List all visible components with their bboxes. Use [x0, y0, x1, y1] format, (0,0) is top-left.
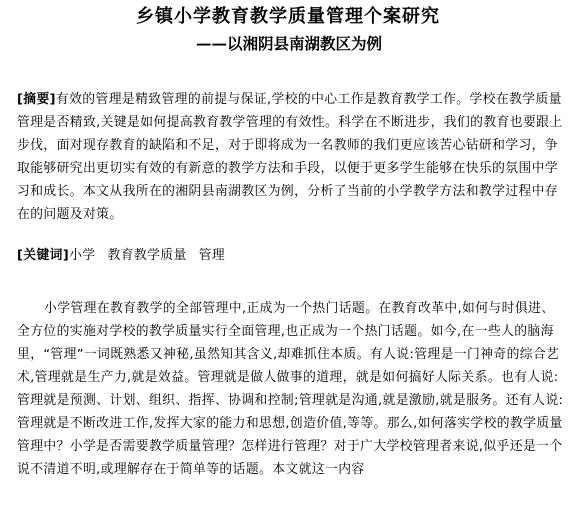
keyword-item: 教育教学质量: [107, 248, 187, 263]
keyword-item: 小学: [69, 248, 96, 263]
abstract-text: 有效的管理是精致管理的前提与保证,学校的中心工作是教育教学工作。学校在教学质量管理是否精致,关键是如何提高教育教学管理的有效性。科学在不断进步，我们的教育也要跟上步伐，面对现存教育的缺陷和不足，对于即将成为一名教师的我们更应该苦心钻研和学习，争取能够研究出更切实有效的有新意的教学方法和手段，以便于更多学生能够在快乐的氛围中学习和成长。本文从我所在的湘阴县南湖教区为例，分析了当前的小学教学方法和教学过程中存在的问题及对策。: [17, 92, 563, 222]
document-title: 乡镇小学教育教学质量管理个案研究: [136, 6, 440, 27]
keywords-line: [17, 244, 566, 267]
body-paragraph: [17, 297, 566, 481]
document-subtitle: ——以湘阴县南湖教区为例: [196, 34, 383, 53]
abstract-tag: [摘要]: [17, 92, 56, 107]
abstract-paragraph: [17, 88, 566, 226]
keywords-tag: [关键词]: [17, 248, 70, 263]
body-paragraph-text: 小学管理在教育教学的全部管理中,正成为一个热门话题。在教育改革中,如何与时俱进、全方位的实施对学校的教学质量实行全面管理,也正成为一个热门话题。如今,在一些人的脑海里，“管理”一词既熟悉又神秘,虽然知其含义,却难抓住本质。有人说:管理是一门神奇的综合艺术,管理就是生产力,就是效益。管理就是做人做事的道理，就是如何搞好人际关系。也有人说:管理就是预测、计划、组织、指挥、协调和控制;管理就是沟通,就是激励,就是服务。还有人说:管理就是不断改进工作,发挥大家的能力和思想,创造价值,等等。那么,如何落实学校的教学质量管理中？小学是否需要教学质量管理？怎样进行管理？对于广大学校管理者来说,似乎还是一个说不清道不明,或理解存在于简单等的话题。本文就这一内容: [17, 301, 564, 477]
keyword-item: 管理: [198, 248, 226, 263]
